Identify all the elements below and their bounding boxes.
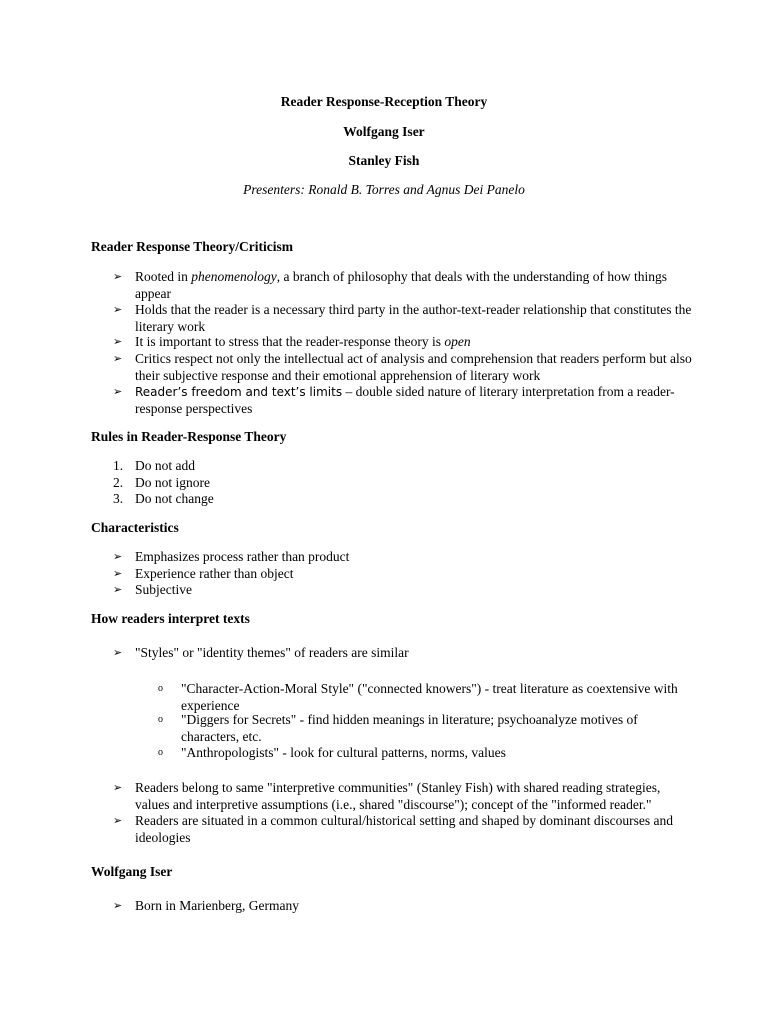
arrow-bullet-icon: ➢: [113, 335, 123, 348]
circle-bullet-icon: o: [158, 683, 163, 694]
text-run: Reader’s freedom and text’s limits: [135, 385, 343, 399]
text-run: , a branch of philosophy that deals with the understanding of how things appear: [135, 269, 668, 301]
arrow-bullet-icon: ➢: [113, 270, 123, 283]
arrow-bullet-icon: ➢: [113, 303, 123, 316]
bullet-text: Readers belong to same "interpretive communities" (Stanley Fish) with shared reading strategies, values and interpretive assumptions (i.e., shared "discourse"); concept of the "informed reader.": [135, 780, 661, 812]
bullet-text: [135, 384, 695, 417]
bullet-text: [135, 334, 695, 351]
arrow-bullet-icon: ➢: [113, 550, 123, 563]
list-number: 2.: [113, 475, 124, 490]
section-heading-iser: Wolfgang Iser: [91, 864, 173, 879]
section-heading-criticism: Reader Response Theory/Criticism: [91, 239, 293, 254]
arrow-bullet-icon: ➢: [113, 646, 123, 659]
bullet-text: Experience rather than object: [135, 566, 294, 581]
author-fish: Stanley Fish: [348, 153, 420, 168]
arrow-bullet-icon: ➢: [113, 385, 123, 398]
arrow-bullet-icon: ➢: [113, 814, 123, 827]
arrow-bullet-icon: ➢: [113, 781, 123, 794]
section-heading-rules: Rules in Reader-Response Theory: [91, 429, 287, 444]
sub-bullet-text: "Character-Action-Moral Style" ("connected knowers") - treat literature as coextensive with experience: [181, 681, 678, 713]
bullet-text: "Styles" or "identity themes" of readers are similar: [135, 645, 409, 660]
list-number: 3.: [113, 491, 124, 506]
author-iser: Wolfgang Iser: [343, 124, 425, 139]
doc-title: Reader Response-Reception Theory: [280, 94, 488, 109]
section-heading-characteristics: Characteristics: [91, 520, 179, 535]
bullet-text: Readers are situated in a common cultural/historical setting and shaped by dominant discourses and ideologies: [135, 813, 673, 845]
sub-bullet-text: "Anthropologists" - look for cultural patterns, norms, values: [181, 745, 506, 760]
circle-bullet-icon: o: [158, 714, 163, 725]
presenters-line: Presenters: Ronald B. Torres and Agnus Dei Panelo: [243, 182, 525, 197]
arrow-bullet-icon: ➢: [113, 583, 123, 596]
text-run: – double sided nature of literary interpretation from a reader-response perspectives: [135, 384, 675, 416]
circle-bullet-icon: o: [158, 747, 163, 758]
text-emphasis: phenomenology: [191, 269, 277, 284]
sub-bullet-text: "Diggers for Secrets" - find hidden meanings in literature; psychoanalyze motives of characters, etc.: [181, 712, 638, 744]
section-heading-interpret: How readers interpret texts: [91, 611, 250, 626]
list-text: Do not change: [135, 491, 214, 506]
bullet-text: Critics respect not only the intellectual act of analysis and comprehension that readers perform but also their subjective response and their emotional apprehension of literary work: [135, 351, 692, 383]
list-text: Do not ignore: [135, 475, 210, 490]
text-run: It is important to stress that the reader-response theory is: [135, 334, 445, 349]
bullet-text: Subjective: [135, 582, 192, 597]
list-number: 1.: [113, 458, 124, 473]
list-text: Do not add: [135, 458, 195, 473]
bullet-text: Emphasizes process rather than product: [135, 549, 350, 564]
text-run: Rooted in: [135, 269, 192, 284]
bullet-text: Born in Marienberg, Germany: [135, 898, 299, 913]
bullet-text: [135, 269, 695, 302]
bullet-text: Holds that the reader is a necessary third party in the author-text-reader relationship that constitutes the literary work: [135, 302, 692, 334]
arrow-bullet-icon: ➢: [113, 352, 123, 365]
text-emphasis: open: [444, 334, 471, 349]
arrow-bullet-icon: ➢: [113, 899, 123, 912]
arrow-bullet-icon: ➢: [113, 567, 123, 580]
